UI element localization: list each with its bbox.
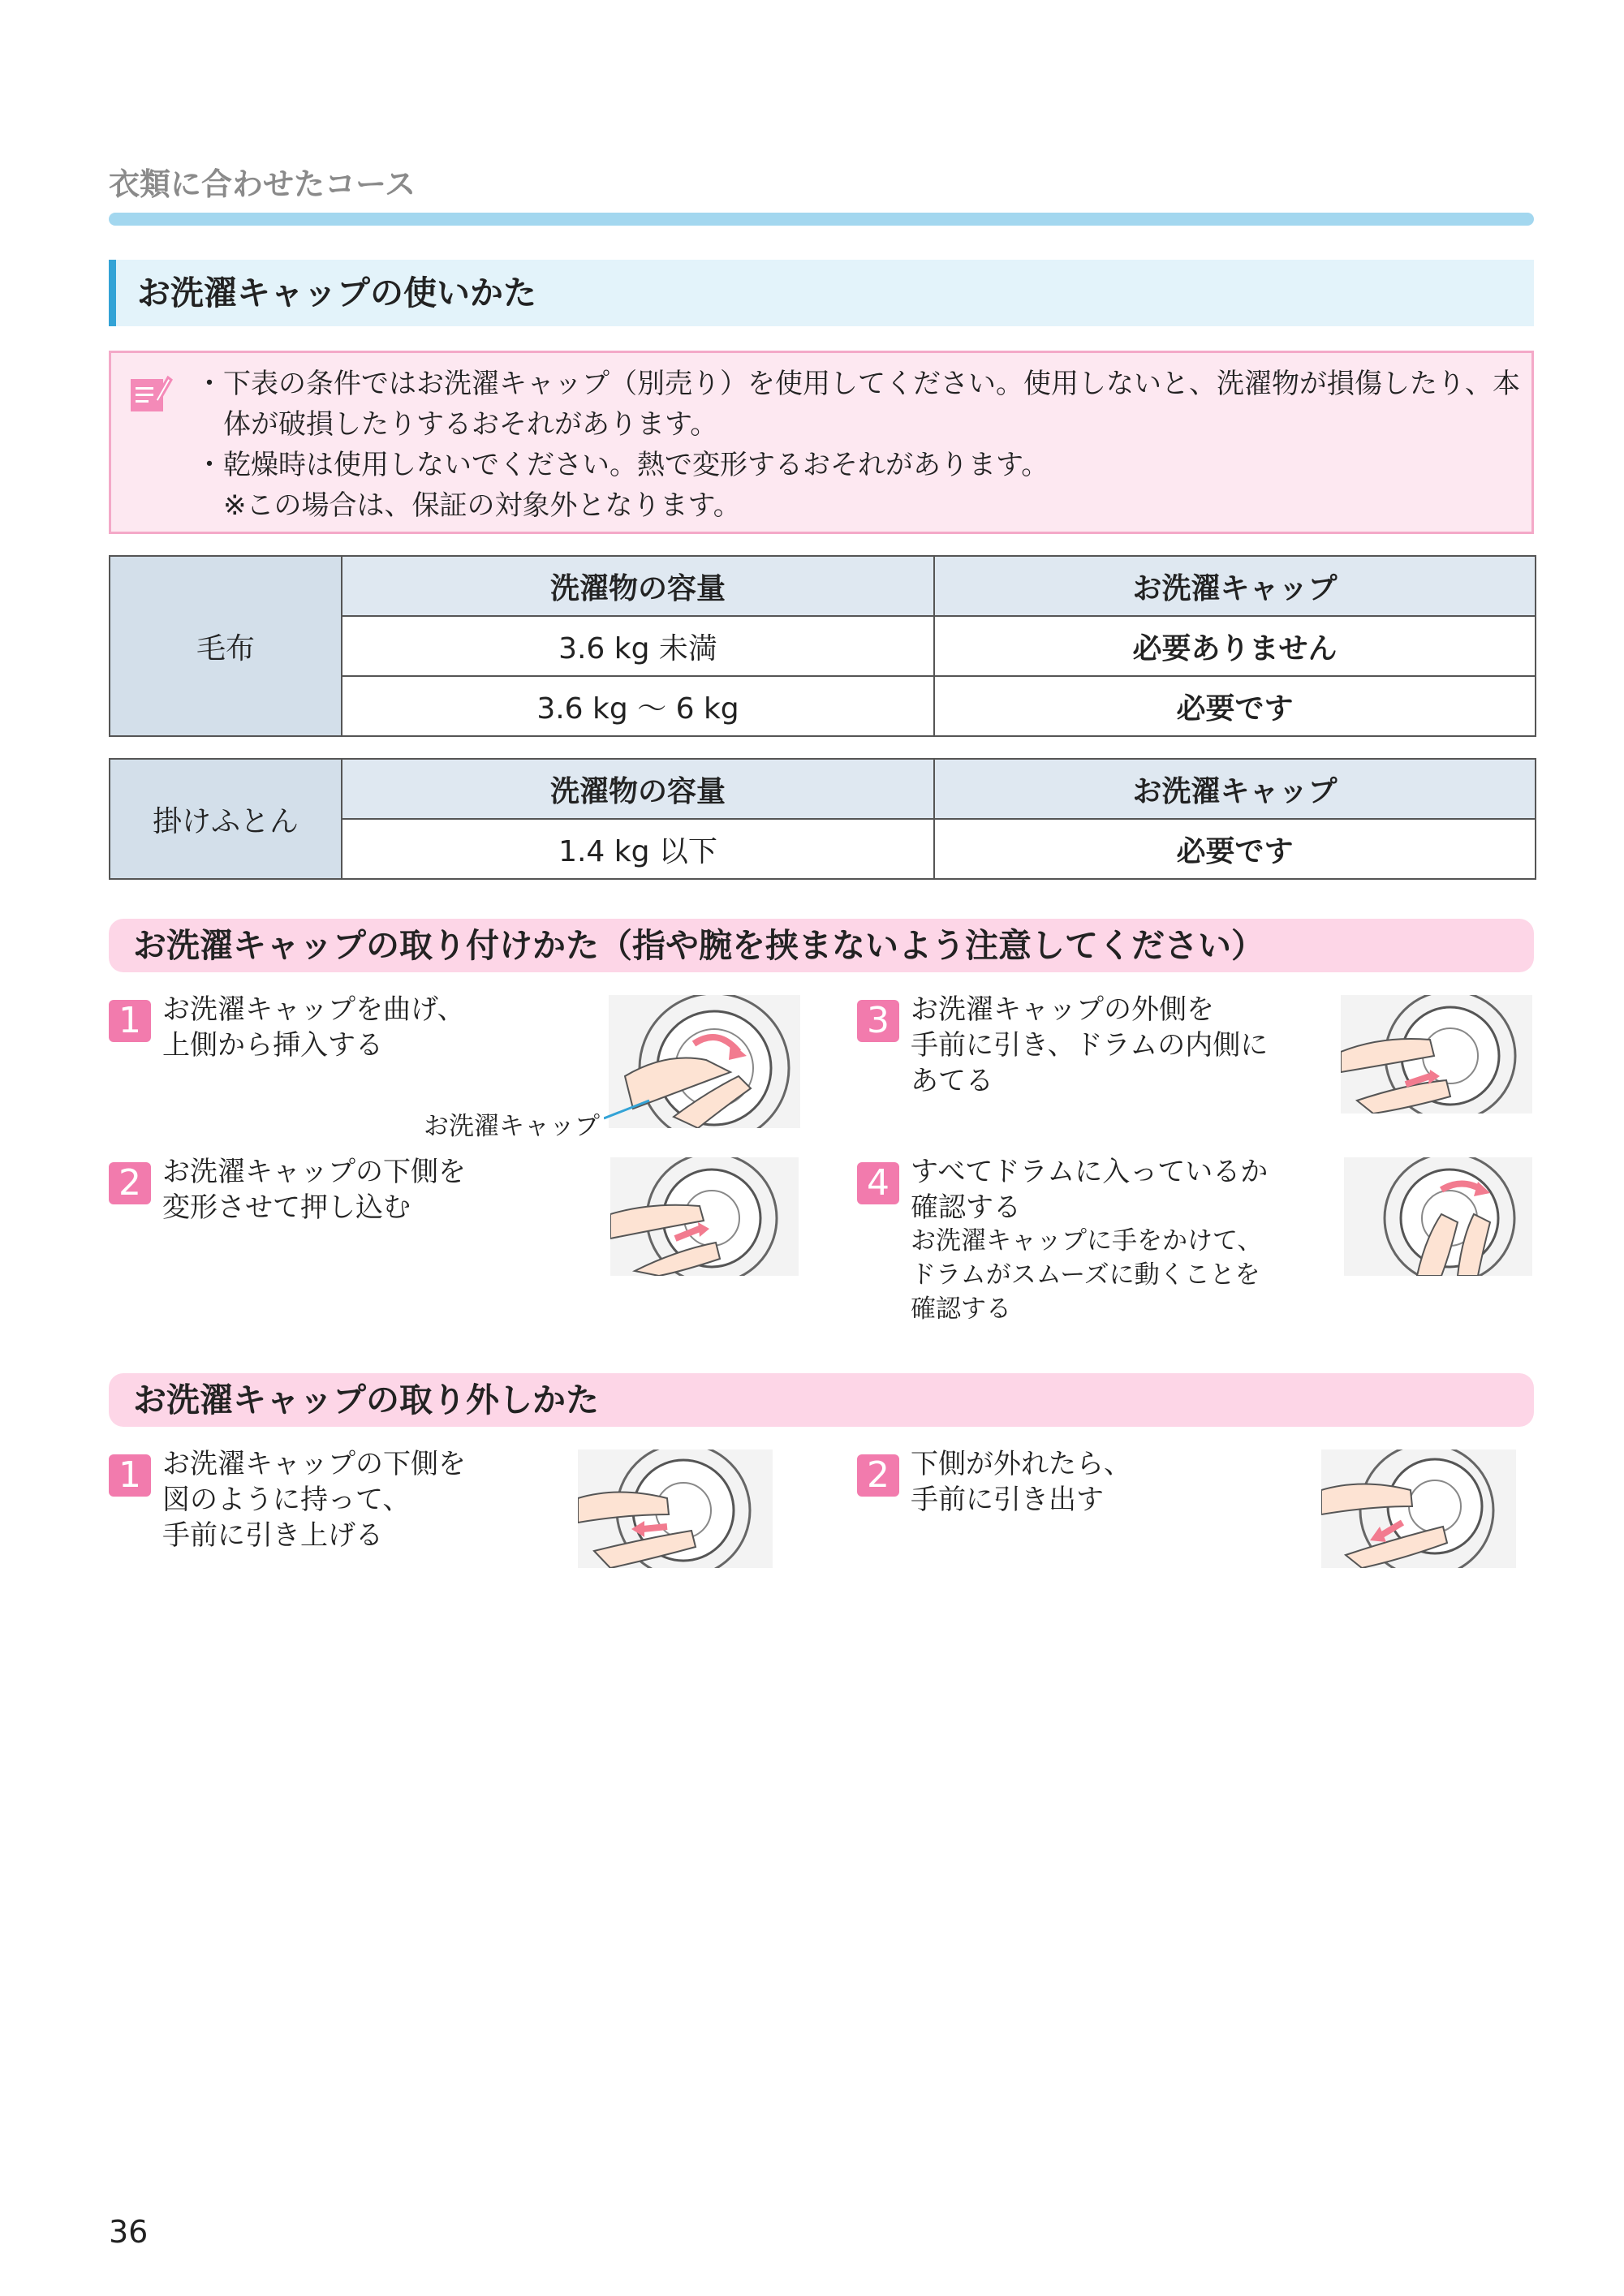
step-text: お洗濯キャップの外側を 手前に引き、ドラムの内側に あてる: [911, 993, 1269, 1097]
row-header: 掛けふとん: [110, 759, 342, 879]
cap-callout-label: お洗濯キャップ: [424, 1112, 600, 1141]
step-text: お洗濯キャップの下側を 図のように持って、 手前に引き上げる: [162, 1448, 466, 1552]
note-box: [109, 351, 1534, 534]
note-line-3: ・乾燥時は使用しないでください。熱で変形するおそれがあります。: [196, 449, 1049, 481]
column-header: お洗濯キャップ: [934, 556, 1536, 616]
callout-line: [604, 1097, 653, 1122]
step-number: 1: [109, 1454, 151, 1497]
drum-illustration: [1321, 1450, 1516, 1568]
step-text: 下側が外れたら、 手前に引き出す: [911, 1448, 1131, 1516]
step-number: 1: [109, 1000, 151, 1042]
table-cell: 必要です: [934, 676, 1536, 736]
step-text: お洗濯キャップの下側を 変形させて押し込む: [162, 1156, 466, 1224]
comforter-table: [109, 758, 1536, 880]
memo-icon: [127, 371, 173, 416]
table-cell: 3.6 kg ～ 6 kg: [342, 676, 934, 736]
note-line-4: ※この場合は、保証の対象外となります。: [223, 489, 741, 522]
step-number: 3: [857, 1000, 899, 1042]
table-cell: 必要ありません: [934, 616, 1536, 676]
table-cell: 1.4 kg 以下: [342, 819, 934, 879]
page-number: 36: [109, 2214, 149, 2250]
chapter-title: 衣類に合わせたコース: [109, 166, 416, 202]
column-header: 洗濯物の容量: [342, 556, 934, 616]
table-cell: 必要です: [934, 819, 1536, 879]
remove-section-title: お洗濯キャップの取り外しかた: [109, 1373, 1534, 1427]
drum-illustration: [578, 1450, 773, 1568]
step-text: お洗濯キャップを曲げ、 上側から挿入する: [162, 993, 465, 1062]
blanket-table: [109, 555, 1536, 737]
table-cell: 3.6 kg 未満: [342, 616, 934, 676]
step-number: 2: [857, 1454, 899, 1497]
column-header: 洗濯物の容量: [342, 759, 934, 819]
note-line-1: ・下表の条件ではお洗濯キャップ（別売り）を使用してください。使用しないと、洗濯物が損傷したり、本: [196, 368, 1520, 400]
attach-section-title: お洗濯キャップの取り付けかた（指や腕を挟まないよう注意してください）: [109, 919, 1534, 972]
step-number: 2: [109, 1162, 151, 1204]
step-text: すべてドラムに入っているか 確認する: [911, 1156, 1269, 1224]
step-subtext: お洗濯キャップに手をかけて、 ドラムがスムーズに動くことを 確認する: [911, 1226, 1263, 1324]
note-line-2: 体が破損したりするおそれがあります。: [223, 408, 718, 441]
step-number: 4: [857, 1162, 899, 1204]
column-header: お洗濯キャップ: [934, 759, 1536, 819]
drum-illustration: [1344, 1157, 1532, 1276]
drum-illustration: [610, 1157, 799, 1276]
section-title: お洗濯キャップの使いかた: [109, 260, 1534, 326]
drum-illustration: [1341, 995, 1532, 1114]
chapter-divider: [109, 213, 1534, 226]
row-header: 毛布: [110, 556, 342, 736]
